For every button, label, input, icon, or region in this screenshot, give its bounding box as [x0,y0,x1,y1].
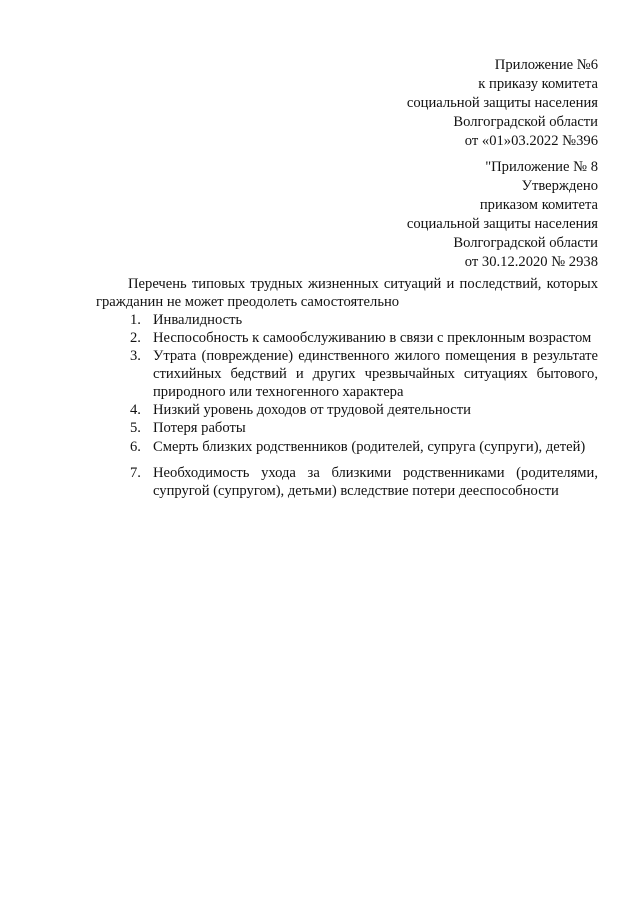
annex-line: от «01»03.2022 №396 [464,133,598,149]
situations-list [96,311,598,500]
list-item-number: 5. [130,420,141,436]
annex-line: социальной защиты населения [406,95,598,111]
list-item-text: Неспособность к самообслуживанию в связи с преклонным возрастом [153,330,592,346]
annex-line: социальной защиты населения [406,216,598,232]
list-item-number: 2. [130,330,141,346]
list-item-number: 4. [130,402,141,418]
list-item-number: 3. [130,348,141,364]
list-item [96,329,598,347]
annex-line: Волгоградской области [453,114,598,130]
list-item-text: Низкий уровень доходов от трудовой деятельности [153,402,471,418]
annex-line: Волгоградской области [453,235,598,251]
document-body [96,275,598,500]
annex-line: от 30.12.2020 № 2938 [464,254,598,270]
annex-line: "Приложение № 8 [485,159,598,175]
list-item-number: 7. [130,465,141,481]
list-item-text: Смерть близких родственников (родителей, супруга (супруги), детей) [153,439,586,455]
annex-line: Приложение №6 [494,57,598,73]
list-item-number: 1. [130,312,141,328]
list-item-text: Потеря работы [153,420,246,436]
list-item-text: Необходимость ухода за близкими родственниками (родителями, супругой (супругом), детьми) вследствие потери дееспособности [153,465,598,499]
annex-line: Утверждено [521,178,598,194]
list-item [96,419,598,437]
list-item-number: 6. [130,439,141,455]
list-item-text: Инвалидность [153,312,243,328]
list-item [96,347,598,401]
list-item-text: Утрата (повреждение) единственного жилого помещения в результате стихийных бедствий и других чрезвычайных ситуациях бытового, природного или техногенного характера [153,348,598,400]
annex-header-current [407,56,598,151]
annex-line: к приказу комитета [478,76,598,92]
list-item [96,464,598,500]
list-title: Перечень типовых трудных жизненных ситуаций и последствий, которых гражданин не может преодолеть самостоятельно [96,276,598,310]
list-item [96,438,598,456]
list-item [96,401,598,419]
annex-header-original [407,158,598,272]
annex-line: приказом комитета [479,197,598,213]
list-item [96,311,598,329]
